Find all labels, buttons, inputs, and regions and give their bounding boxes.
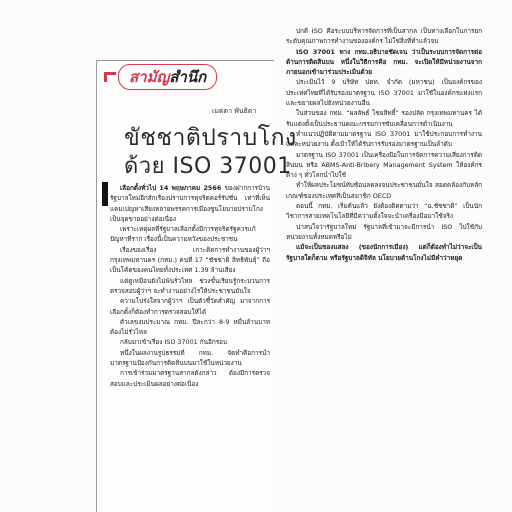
paragraph-text: เพราะเหตุผลที่รัฐบาลเลือกตั้งมีการทุจริตรัฐควรแก้ปัญหาที่ราก เรื่องนี้เป็นความหวังของประชาชน [110,225,256,244]
paragraph [286,108,482,129]
paragraph-text: มาตรฐาน ISO 37001 เป็นเครื่องมือในการจัดการความเสี่ยงการติดสินบน หรือ ABMS-Anti-Bribery Management System ให้องค์กรต่าง ๆ ทั่วโลกนำไปใช้ [286,150,482,180]
paragraph-lead: เลือกตั้งทั่วไป 14 พฤษภาคม 2566 [120,184,225,192]
paragraph-text: ตัวเลขงบประมาณ กทม. ปีละกว่า 8-9 หมื่นล้านบาท ต้องไม่รั่วไหล [110,317,270,337]
paragraph-text: ทำแนวปฏิบัติตามมาตรฐาน ISO 37001 มาใช้ประกอบการทำงานแต่ละหน่วยงาน ตั้งเป้าให้ได้รับการรับรองมาตรฐานเป็นลำดับ [286,129,482,149]
paragraph-text: แต่ดูเหมือนยังไม่พ้นรั่วไหล ช่วงขั้นเรียนรู้กระบวนการตรวจสอบผู้ว่าฯ จะทำงานอย่างไรให้ประชาชนมั่นใจ [110,276,270,295]
paragraph [110,348,270,369]
paragraph-text: ปกติ ISO คือระบบบริหารจัดการที่เป็นสากล เป็นทางเลือกในการยกระดับคุณภาพการทำงานขององค์กร ไม่ใช่สิ่งที่ทำแล้วจบ [286,27,482,46]
paragraph [110,245,270,276]
paragraph [110,183,270,224]
column-name-part1: สามัญ [129,68,170,86]
paragraph [286,129,482,150]
author-byline: เมตตา พันธิดา [212,107,257,115]
paragraph [110,296,270,317]
paragraph-lead: แม้จะเป็นของแสลง (ของนักการเมือง) แต่ก็ต้องทำไม่ว่าจะเป็นรัฐบาลใดก็ตาม หรือรัฐบาลดิจิทัล นโยบายต้านโกงไม่มีคำว่าหยุด [286,243,482,262]
paragraph [286,26,482,47]
left-body-text [110,183,270,389]
paragraph [110,317,270,338]
paragraph-text: ความโปร่งใสจากผู้ว่าฯ เป็นตัวชี้วัดสำคัญ มาจากการเลือกตั้งก็ต้องทำการตรวจสอบให้ได้ [110,297,270,316]
paragraph [110,368,270,389]
paragraph [110,224,270,245]
column-banner [118,64,217,90]
paragraph-text: ในส่วนของ กทม. “ผลลัพธ์ ไชยสิทธิ์” รองปลัด กรุงเทพมหานคร ได้รับแต่งตั้งเป็นประธานคณะกรรมการขับเคลื่อนการดำเนินงาน [286,109,482,128]
paragraph [286,201,482,222]
article-title-line2: ด้วย ISO 37001 [124,154,292,179]
paragraph-text: ประเมินไว้ 9 บริษัท ปตท. จำกัด (มหาชน) เป็นองค์กรของประเทศไทยที่ได้รับรองมาตรฐาน ISO 37001 มาใช้ในองค์กรแห่งแรกและขยายผลไปยังหน่วยงานอื่น [286,78,482,108]
drop-cap-bar [102,182,108,206]
paragraph-text: กลับมาเข้าเรื่อง ISO 37001 กันอีกรอบ [120,338,228,347]
article-title-line1: ขัชชาติปราบโกง [124,125,297,151]
paragraph-text: เรื่องของเรื่อง เกาะติดการทำงานของผู้ว่าฯ กรุงเทพมหานคร (กทม.) คนที่ 17 “ชัชชาติ สิทธิพันธุ์” ถือเป็นโค้ดของคนไทยทั้งประเทศ 1.39 ล้านเสียง [110,245,270,275]
paragraph [286,77,482,108]
right-body-text [286,26,482,263]
banner-accent [104,72,116,82]
paragraph [286,47,482,78]
paragraph-text: ทำให้ผลประโยชน์ทับซ้อนลดลงจนประชาชนมั่นใจ สอดคล้องกับหลักเกณฑ์ของประเทศที่เป็นสมาชิก OECD [286,181,482,200]
paragraph-text: น่าสนใจว่ารัฐบาลใหม่ รัฐบาลที่เข้ามาจะมีการนำ ISO ไปใช้กับหน่วยงานทั้งหมดหรือไม่ [286,222,482,241]
paragraph [286,150,482,181]
paragraph [110,337,270,347]
paragraph [110,276,270,297]
paragraph-text: หนึ่งในผลงานรูปธรรมที่ กทม. จัดทำคือการนำมาตรฐานป้องกันการติดสินบนมาใช้ในหน่วยงาน [110,348,270,368]
paragraph [286,222,482,243]
paragraph [286,242,482,263]
column-name-part2: สำนึก [169,68,207,86]
paragraph-text: ของฝากการบ้านรัฐบาลใหม่อีกสักเรื่องปราบการทุจริตคอร์รัปชั่น เท่าที่เห็นแคมเปญหาเสียงหลายพรรคการเมืองชูนโยบายปราบโกงเป็นจุดขายอย่างต่อเนื่อง [110,184,270,223]
paragraph-text: ตอนนี้ กทม. เริ่มต้นแล้ว ยังต้องติดตามว่า “ฉ.ชัชชาติ” เป็นนักวิชาการสายเทคโนโลยีที่มีความตั้งใจจะนำเครื่องมือมาใช้จริง [286,202,482,221]
paragraph [286,180,482,201]
paragraph-text: การเข้าร่วมมาตรฐานสากลดังกล่าว ต้องมีการตรวจสอบและประเมินผลอย่างต่อเนื่อง [110,369,270,388]
paragraph-lead: ISO 37001 ทาง กทม.อธิบายชัดเจน ว่าเป็นระบบการจัดการต่อต้านการติดสินบน หนึ่งในวิธีการคือ กทม. จะเปิดให้มีหน่วยงานจากภายนอกเข้ามาร่วมประเมินด้วย [286,47,482,77]
